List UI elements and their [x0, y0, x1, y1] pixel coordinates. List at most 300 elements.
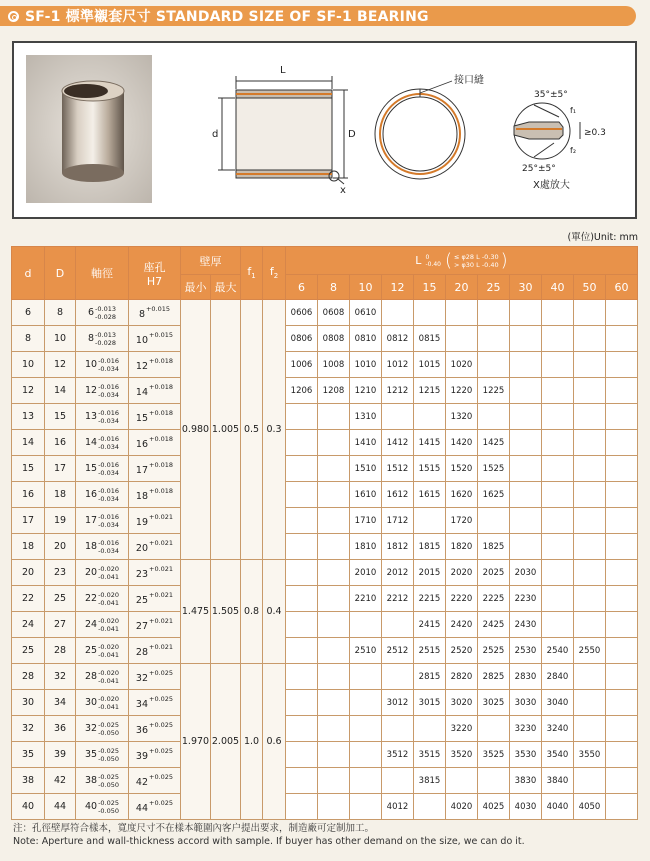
D-cell — [45, 794, 76, 820]
wall-max-cell: 1.005 — [211, 300, 241, 560]
bearing-diagram — [14, 43, 635, 217]
bore-cell — [129, 430, 181, 456]
col-header-D: D — [45, 247, 76, 300]
L-code-cell: 1710 — [350, 508, 382, 534]
L-code-cell — [542, 508, 574, 534]
table-row — [12, 612, 638, 638]
D-value: 39 — [53, 749, 67, 760]
L-code-cell — [382, 716, 414, 742]
shaft-tol-up: -0.025 — [98, 772, 120, 781]
L-code-cell — [318, 612, 350, 638]
bore-tol: +0.018 — [149, 409, 174, 417]
shaft-tol-low: -0.034 — [98, 416, 120, 425]
L-code-cell: 1420 — [446, 430, 478, 456]
L-code-cell — [286, 794, 318, 820]
bore-value: 17 — [135, 465, 149, 476]
L-code-cell — [606, 378, 638, 404]
d-cell — [12, 534, 45, 560]
shaft-value: 30 — [84, 697, 98, 708]
L-code-cell — [350, 612, 382, 638]
shaft-cell — [76, 430, 129, 456]
f2-head-sub: 2 — [273, 272, 279, 281]
shaft-tol-up: -0.016 — [98, 538, 120, 547]
table-row — [12, 300, 638, 326]
bore-cell — [129, 612, 181, 638]
bore-value: 34 — [135, 699, 149, 710]
L-code-cell — [286, 430, 318, 456]
L-code-cell — [286, 742, 318, 768]
bore-tol: +0.018 — [149, 357, 174, 365]
L-code-cell: 4025 — [478, 794, 510, 820]
wall-min-cell: 0.980 — [181, 300, 211, 560]
d-value: 35 — [21, 749, 35, 760]
shaft-value: 28 — [84, 671, 98, 682]
d-cell — [12, 456, 45, 482]
bore-value: 25 — [135, 595, 149, 606]
shaft-value: 18 — [84, 541, 98, 552]
d-cell — [12, 300, 45, 326]
L-code-cell — [574, 378, 606, 404]
L-code-cell — [318, 716, 350, 742]
label-D: D — [348, 129, 356, 140]
double-circle-icon — [8, 11, 19, 22]
d-cell — [12, 560, 45, 586]
L-code-cell — [542, 378, 574, 404]
shaft-cell — [76, 508, 129, 534]
D-value: 19 — [53, 515, 67, 526]
L-col-header: 30 — [510, 275, 542, 300]
wall-min-cell: 1.475 — [181, 560, 211, 664]
d-value: 18 — [21, 541, 35, 552]
col-header-wall-min: 最小 — [181, 275, 211, 300]
D-value: 32 — [53, 671, 67, 682]
D-value: 12 — [53, 359, 67, 370]
L-code-cell — [350, 664, 382, 690]
L-code-cell — [318, 742, 350, 768]
shaft-cell — [76, 664, 129, 690]
L-code-cell: 3030 — [510, 690, 542, 716]
L-code-cell: 2515 — [414, 638, 446, 664]
bore-tol: +0.021 — [149, 617, 174, 625]
L-code-cell — [606, 508, 638, 534]
bore-cell — [129, 404, 181, 430]
shaft-value: 6 — [87, 307, 95, 318]
D-cell — [45, 352, 76, 378]
d-cell — [12, 794, 45, 820]
L-code-cell: 1510 — [350, 456, 382, 482]
shaft-value: 13 — [84, 411, 98, 422]
L-code-cell: 0608 — [318, 300, 350, 326]
shaft-tol-low: -0.028 — [95, 312, 116, 321]
L-code-cell — [286, 482, 318, 508]
shaft-cell — [76, 768, 129, 794]
D-cell — [45, 612, 76, 638]
bore-value: 10 — [135, 335, 149, 346]
table-row — [12, 586, 638, 612]
L-code-cell: 4040 — [542, 794, 574, 820]
d-cell — [12, 664, 45, 690]
d-value: 25 — [21, 645, 35, 656]
bore-value: 36 — [135, 725, 149, 736]
spec-table — [11, 246, 638, 820]
L-code-cell: 1415 — [414, 430, 446, 456]
d-value: 30 — [21, 697, 35, 708]
shaft-value: 16 — [84, 489, 98, 500]
L-code-cell — [510, 508, 542, 534]
L-code-cell — [318, 794, 350, 820]
bore-value: 28 — [135, 647, 149, 658]
d-value: 40 — [21, 801, 35, 812]
d-cell — [12, 326, 45, 352]
L-code-cell — [606, 534, 638, 560]
bore-value: 16 — [135, 439, 149, 450]
shaft-tol-low: -0.050 — [98, 806, 120, 815]
L-code-cell — [286, 638, 318, 664]
L-code-cell — [350, 794, 382, 820]
title-bar — [0, 6, 636, 26]
f2-cell: 0.3 — [263, 300, 286, 560]
d-value: 38 — [21, 775, 35, 786]
page-title: SF-1 標準襯套尺寸 STANDARD SIZE OF SF-1 BEARING — [25, 9, 429, 25]
L-code-cell: 3520 — [446, 742, 478, 768]
L-col-header: 50 — [574, 275, 606, 300]
L-code-cell: 1215 — [414, 378, 446, 404]
D-cell — [45, 482, 76, 508]
table-row — [12, 742, 638, 768]
L-code-cell: 2830 — [510, 664, 542, 690]
L-code-cell: 1812 — [382, 534, 414, 560]
L-code-cell: 0610 — [350, 300, 382, 326]
L-code-cell — [286, 690, 318, 716]
bore-tol: +0.021 — [149, 643, 174, 651]
L-code-cell: 2820 — [446, 664, 478, 690]
d-value: 32 — [21, 723, 35, 734]
bore-cell — [129, 794, 181, 820]
shaft-tol-low: -0.041 — [98, 624, 120, 633]
bore-value: 44 — [135, 803, 149, 814]
table-row — [12, 326, 638, 352]
L-code-cell: 1008 — [318, 352, 350, 378]
col-header-d: d — [12, 247, 45, 300]
bore-cell — [129, 326, 181, 352]
L-code-cell — [574, 612, 606, 638]
L-code-cell — [606, 586, 638, 612]
d-value: 24 — [21, 619, 35, 630]
label-L: L — [280, 65, 286, 76]
shaft-tol-up: -0.016 — [98, 486, 120, 495]
L-code-cell: 2840 — [542, 664, 574, 690]
col-header-shaft: 軸徑 — [76, 247, 129, 300]
shaft-cell — [76, 794, 129, 820]
d-cell — [12, 638, 45, 664]
front-view — [375, 81, 465, 179]
unit-label: (單位)Unit: mm — [567, 232, 638, 243]
L-code-cell: 3240 — [542, 716, 574, 742]
shaft-cell — [76, 404, 129, 430]
L-code-cell: 1012 — [382, 352, 414, 378]
D-value: 8 — [56, 307, 64, 318]
shaft-cell — [76, 638, 129, 664]
D-cell — [45, 300, 76, 326]
L-code-cell: 2520 — [446, 638, 478, 664]
L-code-cell — [382, 612, 414, 638]
L-col-header: 40 — [542, 275, 574, 300]
bore-cell — [129, 560, 181, 586]
L-code-cell — [542, 586, 574, 612]
shaft-value: 8 — [87, 333, 95, 344]
shaft-tol-low: -0.050 — [98, 780, 120, 789]
D-value: 36 — [53, 723, 67, 734]
L-code-cell: 1525 — [478, 456, 510, 482]
bore-tol: +0.021 — [149, 591, 174, 599]
shaft-value: 38 — [84, 775, 98, 786]
d-cell — [12, 508, 45, 534]
diagram-panel — [12, 41, 637, 219]
D-value: 42 — [53, 775, 67, 786]
D-cell — [45, 560, 76, 586]
L-code-cell: 1810 — [350, 534, 382, 560]
L-code-cell — [606, 352, 638, 378]
D-value: 14 — [53, 385, 67, 396]
L-code-cell — [606, 430, 638, 456]
L-code-cell — [382, 768, 414, 794]
L-code-cell: 3025 — [478, 690, 510, 716]
table-row — [12, 560, 638, 586]
d-cell — [12, 690, 45, 716]
D-cell — [45, 664, 76, 690]
shaft-cell — [76, 326, 129, 352]
shaft-cell — [76, 482, 129, 508]
L-col-header: 12 — [382, 275, 414, 300]
shaft-tol-up: -0.020 — [98, 642, 120, 651]
shaft-tol-up: -0.016 — [98, 408, 120, 417]
col-header-f2 — [263, 247, 286, 300]
L-code-cell: 3530 — [510, 742, 542, 768]
f2-cell: 0.4 — [263, 560, 286, 664]
L-code-cell — [286, 456, 318, 482]
d-value: 14 — [21, 437, 35, 448]
d-value: 10 — [21, 359, 35, 370]
L-code-cell: 2020 — [446, 560, 478, 586]
D-cell — [45, 742, 76, 768]
L-code-cell: 1712 — [382, 508, 414, 534]
bore-value: 18 — [135, 491, 149, 502]
L-code-cell — [382, 404, 414, 430]
D-value: 28 — [53, 645, 67, 656]
L-code-cell — [606, 794, 638, 820]
d-value: 6 — [24, 307, 32, 318]
bore-value: 32 — [135, 673, 149, 684]
L-code-cell: 1820 — [446, 534, 478, 560]
col-header-bore — [129, 247, 181, 300]
shaft-tol-up: -0.025 — [98, 798, 120, 807]
shaft-tol-low: -0.041 — [98, 572, 120, 581]
bore-cell — [129, 352, 181, 378]
L-code-cell: 1815 — [414, 534, 446, 560]
col-header-wall: 壁厚 — [181, 247, 241, 275]
L-code-cell — [542, 300, 574, 326]
d-cell — [12, 482, 45, 508]
shaft-tol-low: -0.041 — [98, 650, 120, 659]
L-code-cell — [574, 430, 606, 456]
D-cell — [45, 456, 76, 482]
L-code-cell: 2815 — [414, 664, 446, 690]
d-value: 13 — [21, 411, 35, 422]
L-code-cell: 1825 — [478, 534, 510, 560]
L-code-cell — [382, 664, 414, 690]
L-code-cell: 2420 — [446, 612, 478, 638]
L-code-cell — [542, 482, 574, 508]
bore-cell — [129, 716, 181, 742]
shaft-tol-up: -0.020 — [98, 616, 120, 625]
L-code-cell — [574, 456, 606, 482]
L-code-cell: 1625 — [478, 482, 510, 508]
d-value: 16 — [21, 489, 35, 500]
shaft-tol-low: -0.050 — [98, 754, 120, 763]
L-code-cell — [574, 586, 606, 612]
bore-cell — [129, 482, 181, 508]
L-code-cell — [286, 664, 318, 690]
L-code-cell: 2210 — [350, 586, 382, 612]
L-tol-up: 0 — [425, 253, 430, 261]
shaft-tol-up: -0.020 — [98, 590, 120, 599]
L-code-cell — [286, 404, 318, 430]
note-en: Note: Aperture and wall-thickness accord with sample. If buyer has other demand on the size, we can do it. — [13, 836, 525, 847]
D-cell — [45, 508, 76, 534]
bore-cell — [129, 456, 181, 482]
L-code-cell: 1720 — [446, 508, 478, 534]
f1-label: f₁ — [570, 106, 577, 115]
shaft-value: 22 — [84, 593, 98, 604]
D-value: 27 — [53, 619, 67, 630]
L-code-cell — [606, 664, 638, 690]
L-code-cell: 0806 — [286, 326, 318, 352]
L-code-cell — [510, 482, 542, 508]
bore-value: 20 — [135, 543, 149, 554]
D-cell — [45, 716, 76, 742]
shaft-tol-low: -0.034 — [98, 520, 120, 529]
bore-tol: +0.018 — [149, 435, 174, 443]
L-col-header: 20 — [446, 275, 478, 300]
shaft-tol-low: -0.041 — [98, 676, 120, 685]
shaft-tol-up: -0.020 — [98, 564, 120, 573]
shaft-tol-low: -0.041 — [98, 598, 120, 607]
L-code-cell: 1410 — [350, 430, 382, 456]
D-cell — [45, 638, 76, 664]
L-code-cell — [606, 482, 638, 508]
bore-cell — [129, 664, 181, 690]
shaft-value: 17 — [84, 515, 98, 526]
d-cell — [12, 352, 45, 378]
L-code-cell — [510, 430, 542, 456]
L-code-cell — [414, 508, 446, 534]
bore-cell — [129, 742, 181, 768]
table-row — [12, 768, 638, 794]
shaft-cell — [76, 612, 129, 638]
L-code-cell: 1212 — [382, 378, 414, 404]
note-zh: 注：孔徑壁厚符合樣本，寬度尺寸不在樣本範圍內客户提出要求，制造廠可定制加工。 — [13, 823, 375, 834]
shaft-tol-up: -0.013 — [95, 304, 116, 313]
L-code-cell — [318, 534, 350, 560]
shaft-value: 15 — [84, 463, 98, 474]
L-code-cell: 2012 — [382, 560, 414, 586]
wall-max-cell: 1.505 — [211, 560, 241, 664]
L-code-cell: 1006 — [286, 352, 318, 378]
L-code-cell: 2212 — [382, 586, 414, 612]
L-code-cell — [574, 508, 606, 534]
L-col-header: 6 — [286, 275, 318, 300]
bore-tol: +0.025 — [149, 799, 174, 807]
L-code-cell — [542, 456, 574, 482]
shaft-cell — [76, 560, 129, 586]
detail-label: X處放大 — [533, 180, 570, 191]
bore-tol: +0.025 — [149, 695, 174, 703]
L-code-cell: 2025 — [478, 560, 510, 586]
L-code-cell — [414, 404, 446, 430]
table-row — [12, 404, 638, 430]
bore-label: 座孔 — [143, 260, 166, 274]
shaft-cell — [76, 742, 129, 768]
L-code-cell — [414, 794, 446, 820]
L-code-cell: 4030 — [510, 794, 542, 820]
shaft-cell — [76, 378, 129, 404]
L-code-cell: 3220 — [446, 716, 478, 742]
L-code-cell: 1512 — [382, 456, 414, 482]
shaft-tol-low: -0.050 — [98, 728, 120, 737]
label-d: d — [212, 129, 219, 140]
L-code-cell — [318, 404, 350, 430]
d-cell — [12, 404, 45, 430]
shaft-tol-up: -0.016 — [98, 460, 120, 469]
shaft-tol-up: -0.013 — [95, 330, 116, 339]
D-cell — [45, 430, 76, 456]
L-code-cell — [510, 378, 542, 404]
D-value: 10 — [53, 333, 67, 344]
shaft-tol-low: -0.034 — [98, 468, 120, 477]
L-code-cell — [478, 326, 510, 352]
shaft-cell — [76, 690, 129, 716]
shaft-tol-up: -0.020 — [98, 694, 120, 703]
L-code-cell — [606, 638, 638, 664]
L-code-cell — [510, 456, 542, 482]
L-code-cell: 2510 — [350, 638, 382, 664]
L-code-cell — [446, 300, 478, 326]
L-code-cell — [478, 716, 510, 742]
L-code-cell — [574, 482, 606, 508]
L-col-header: 60 — [606, 275, 638, 300]
bore-value: 19 — [135, 517, 149, 528]
D-cell — [45, 404, 76, 430]
bore-value: 8 — [138, 309, 145, 320]
f1-cell: 0.5 — [241, 300, 263, 560]
shaft-tol-up: -0.016 — [98, 382, 120, 391]
L-code-cell — [286, 560, 318, 586]
L-code-cell — [350, 716, 382, 742]
L-code-cell — [350, 742, 382, 768]
bore-tol: +0.025 — [149, 747, 174, 755]
angle-bottom: 25°±5° — [522, 164, 556, 174]
L-code-cell: 3515 — [414, 742, 446, 768]
L-rule-1: ≤ φ28 L -0.30 — [454, 252, 499, 261]
bore-tol: +0.015 — [145, 305, 171, 313]
L-code-cell — [318, 456, 350, 482]
shaft-cell — [76, 352, 129, 378]
bore-value: 12 — [135, 361, 149, 372]
L-code-cell: 0815 — [414, 326, 446, 352]
L-code-cell: 1220 — [446, 378, 478, 404]
bore-value: 14 — [135, 387, 149, 398]
L-code-cell: 1225 — [478, 378, 510, 404]
